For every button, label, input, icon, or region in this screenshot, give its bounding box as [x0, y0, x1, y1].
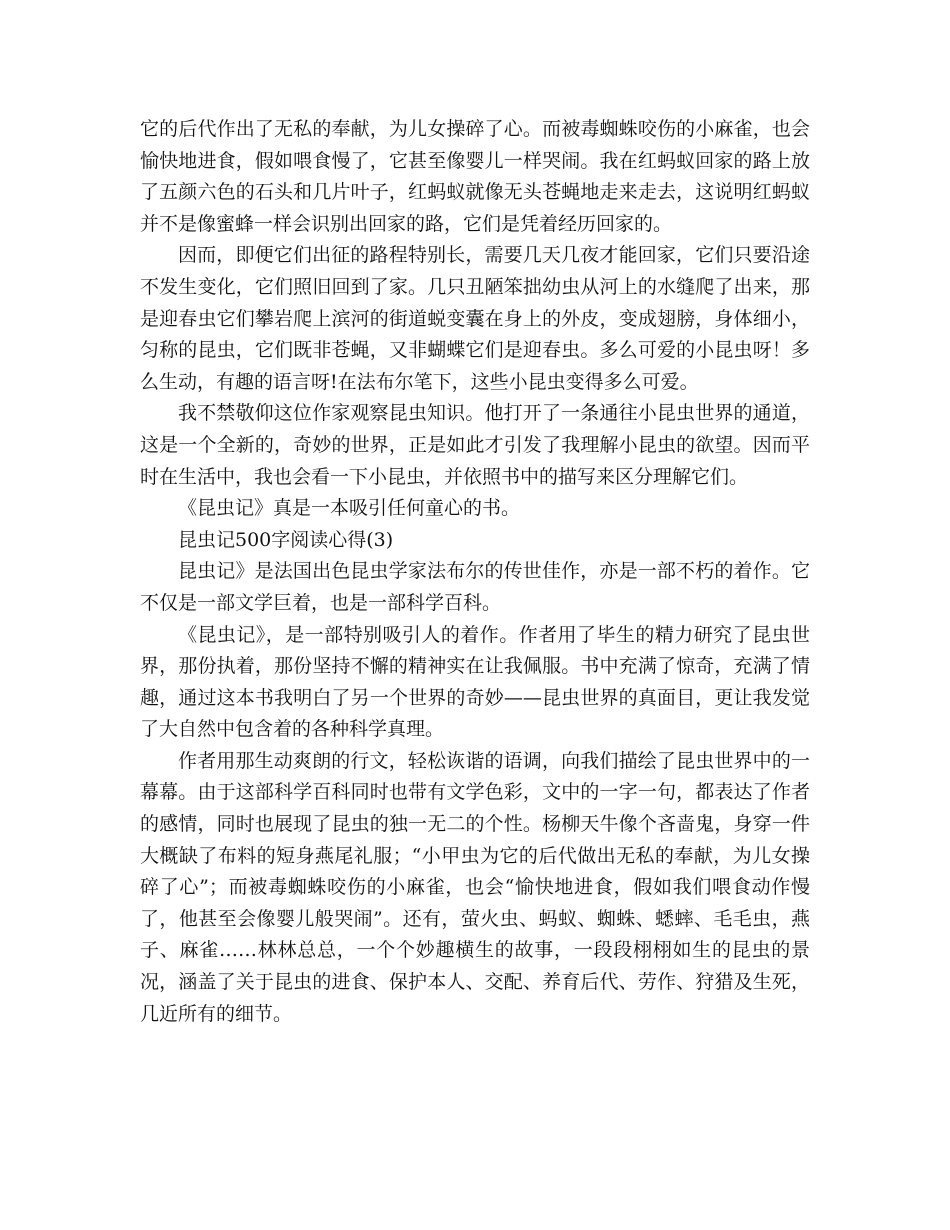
paragraph: 我不禁敬仰这位作家观察昆虫知识。他打开了一条通往小昆虫世界的通道，这是一个全新的，奇妙的世界，正是如此才引发了我理解小昆虫的欲望。因而平时在生活中，我也会看一下小昆虫，并依照书中的描写来区分理解它们。: [140, 402, 810, 488]
section-heading: 昆虫记500字阅读心得(3): [178, 528, 394, 551]
paragraph: 《昆虫记》真是一本吸引任何童心的书。: [178, 497, 521, 520]
paragraph: 昆虫记》是法国出色昆虫学家法布尔的传世佳作，亦是一部不朽的着作。它不仅是一部文学巨着，也是一部科学百科。: [140, 560, 810, 614]
paragraph: 因而，即便它们出征的路程特别长，需要几天几夜才能回家，它们只要沿途不发生变化，它们照旧回到了家。几只丑陋笨拙幼虫从河上的水缝爬了出来，那是迎春虫它们攀岩爬上滨河的街道蜕变囊在身上的外皮，变成翅膀，身体细小，匀称的昆虫，它们既非苍蝇，又非蝴蝶它们是迎春虫。多么可爱的小昆虫呀！多么生动，有趣的语言呀!在法布尔笔下，这些小昆虫变得多么可爱。: [140, 244, 810, 393]
paragraph: 作者用那生动爽朗的行文，轻松诙谐的语调，向我们描绘了昆虫世界中的一幕幕。由于这部科学百科同时也带有文学色彩，文中的一字一句，都表达了作者的感情，同时也展现了昆虫的独一无二的个性。杨柳天牛像个吝啬鬼，身穿一件大概缺了布料的短身燕尾礼服；“小甲虫为它的后代做出无私的奉献，为儿女操碎了心”；而被毒蜘蛛咬伤的小麻雀，也会“愉快地进食，假如我们喂食动作慢了，他甚至会像婴儿般哭闹”。还有，萤火虫、蚂蚁、蜘蛛、蟋蟀、毛毛虫，燕子、麻雀……林林总总，一个个妙趣横生的故事，一段段栩栩如生的昆虫的景况，涵盖了关于昆虫的进食、保护本人、交配、养育后代、劳作、狩猎及生死，几近所有的细节。: [140, 749, 810, 1025]
paragraph-continuation: 它的后代作出了无私的奉献，为儿女操碎了心。而被毒蜘蛛咬伤的小麻雀，也会愉快地进食，假如喂食慢了，它甚至像婴儿一样哭闹。我在红蚂蚁回家的路上放了五颜六色的石头和几片叶子，红蚂蚁就像无头苍蝇地走来走去，这说明红蚂蚁并不是像蜜蜂一样会识别出回家的路，它们是凭着经历回家的。: [140, 118, 810, 235]
paragraph: 《昆虫记》，是一部特别吸引人的着作。作者用了毕生的精力研究了昆虫世界，那份执着，那份坚持不懈的精神实在让我佩服。书中充满了惊奇，充满了情趣，通过这本书我明白了另一个世界的奇妙——昆虫世界的真面目，更让我发觉了大自然中包含着的各种科学真理。: [140, 623, 810, 741]
document-body: [140, 114, 810, 1030]
